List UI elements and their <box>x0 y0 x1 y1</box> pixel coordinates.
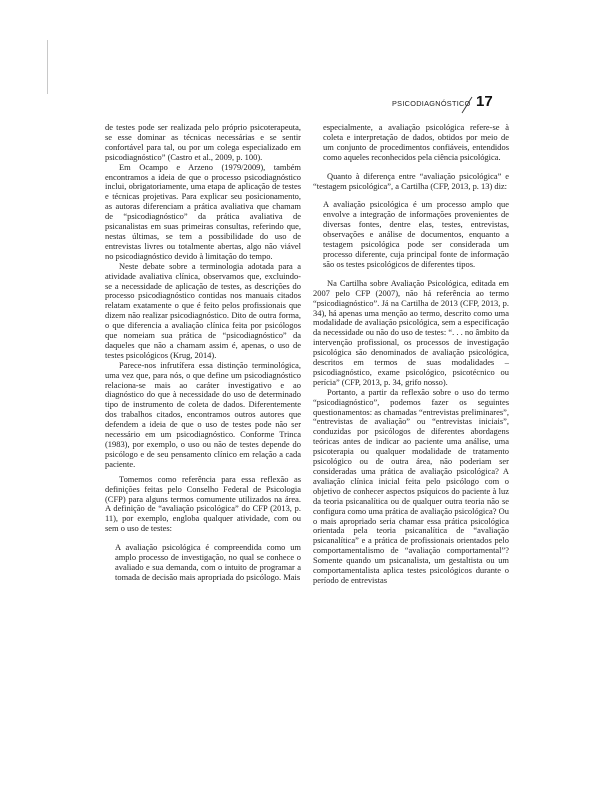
page-number: 17 <box>476 93 493 110</box>
paragraph: Neste debate sobre a terminologia adotada para a atividade avaliativa clínica, observamos que, excluindo-se a necessidade de aplicação de testes, as descrições do processo psicodiagnóstico contidas nos manuais citados relatam exatamente o que é feito pelos profissionais que dizem não realizar psicodiagnóstico. Dito de outra forma, o que diferencia a avaliação clínica feita por psicólogos que nomeiam sua prática de “psicodiagnóstico” da daqueles que não a chamam assim é, apenas, o uso de testes psicológicos (Krug, 2014). <box>105 260 301 360</box>
paragraph: Portanto, a partir da reflexão sobre o uso do termo “psicodiagnóstico”, podemos fazer os seguintes questionamentos: as chamadas “entrevistas preliminares”, “entrevistas de avaliação” ou “entrevistas iniciais”, conduzidas por psicólogos de diferentes abordagens teóricas antes de indicar ao paciente uma análise, uma psicoterapia ou qualquer modalidade de tratamento psicológico ou de outra área, não poderiam ser consideradas uma prática de avaliação psicológica? A avaliação clínica inicial feita pelo psicólogo com o objetivo de conhecer aspectos psíquicos do paciente à luz da teoria psicanalítica ou de qualquer outra teoria não se configura como uma prática de avaliação psicológica? Ou o mais apropriado seria chamar essa prática psicológica orientada pela teoria psicanalítica de “avaliação psicanalítica” e a prática de profissionais orientados pelo comportamentalismo de “avaliação comportamental”? Somente quando um psicanalista, um gestaltista ou um comportamentalista aplica testes psicológicos durante o período de entrevistas <box>313 386 509 585</box>
paragraph: Na Cartilha sobre Avaliação Psicológica, editada em 2007 pelo CFP (2007), não há referência ao termo “psicodiagnóstico”. Já na Cartilha de 2013 (CFP, 2013, p. 34), há apenas uma menção ao termo, descrito como uma modalidade de avaliação psicológica, sem a especificação da necessidade ou não do uso de testes: “. . . no âmbito da intervenção profissional, os processos de investigação psicológica são denominados de avaliação psicológica, descritos em termos de suas modalidades – psicodiagnóstico, exame psicológico, psicotécnico ou perícia” (CFP, 2013, p. 34, grifo nosso). <box>313 277 509 387</box>
left-column <box>105 123 301 592</box>
paragraph: de testes pode ser realizada pelo próprio psicoterapeuta, se esse dominar as técnicas necessárias e se sentir confortável para tal, ou por um colega especializado em psicodiagnóstico” (Castro et al., 2009, p. 100). <box>105 122 301 162</box>
running-header <box>392 90 552 114</box>
paragraph: Quanto à diferença entre “avaliação psicológica” e “testagem psicológica”, a Cartilha (CFP, 2013, p. 13) diz: <box>313 170 509 191</box>
right-column <box>313 123 509 586</box>
running-title: PSICODIAGNÓSTICO <box>392 99 471 108</box>
paragraph: Tomemos como referência para essa reflexão as definições feitas pelo Conselho Federal de Psicologia (CFP) para alguns termos comumente utilizados na área. A definição de “avaliação psicológica” do CFP (2013, p. 11), por exemplo, engloba qualquer atividade, com ou sem o uso de testes: <box>105 473 301 534</box>
page-edge-rule <box>47 40 48 94</box>
paragraph: Parece-nos infrutífera essa distinção terminológica, uma vez que, para nós, o que define um psicodiagnóstico relaciona-se mais ao caráter investigativo e ao diagnóstico do que à necessidade do uso de determinado tipo de instrumento de coleta de dados. Diferentemente dos trabalhos citados, encontramos outros autores que defendem a ideia de que o uso de testes pode não ser necessário em um psicodiagnóstico. Conforme Trinca (1983), por exemplo, o uso ou não de testes depende do psicólogo e de seu pensamento clínico em relação a cada paciente. <box>105 359 301 469</box>
header-slash-divider <box>460 96 474 114</box>
block-quote: A avaliação psicológica é compreendida como um amplo processo de investigação, no qual se conhece o avaliado e sua demanda, com o intuito de programar a tomada de decisão mais apropriada do psicólogo. Mais <box>115 542 301 582</box>
paragraph: Em Ocampo e Arzeno (1979/2009), também encontramos a ideia de que o processo psicodiagnóstico inclui, obrigatoriamente, uma etapa de aplicação de testes e técnicas projetivas. Para explicar seu posicionamento, as autoras diferenciam a prática avaliativa que chamam de “psicodiagnóstico” da prática avaliativa de psicanalistas em suas primeiras consultas, referindo que, nestas últimas, se tem a possibilidade do uso de entrevistas livres ou totalmente abertas, algo não viável no psicodiagnóstico devido à limitação do tempo. <box>105 161 301 261</box>
block-quote-continuation: especialmente, a avaliação psicológica refere-se à coleta e interpretação de dados, obtidos por meio de um conjunto de procedimentos confiáveis, entendidos como aqueles reconhecidos pela ciência psicológica. <box>323 122 509 162</box>
block-quote: A avaliação psicológica é um processo amplo que envolve a integração de informações provenientes de diversas fontes, dentre elas, testes, entrevistas, observações e análise de documentos, enquanto a testagem psicológica pode ser considerada um processo diferente, cuja principal fonte de informação são os testes psicológicos de diferentes tipos. <box>323 199 509 269</box>
